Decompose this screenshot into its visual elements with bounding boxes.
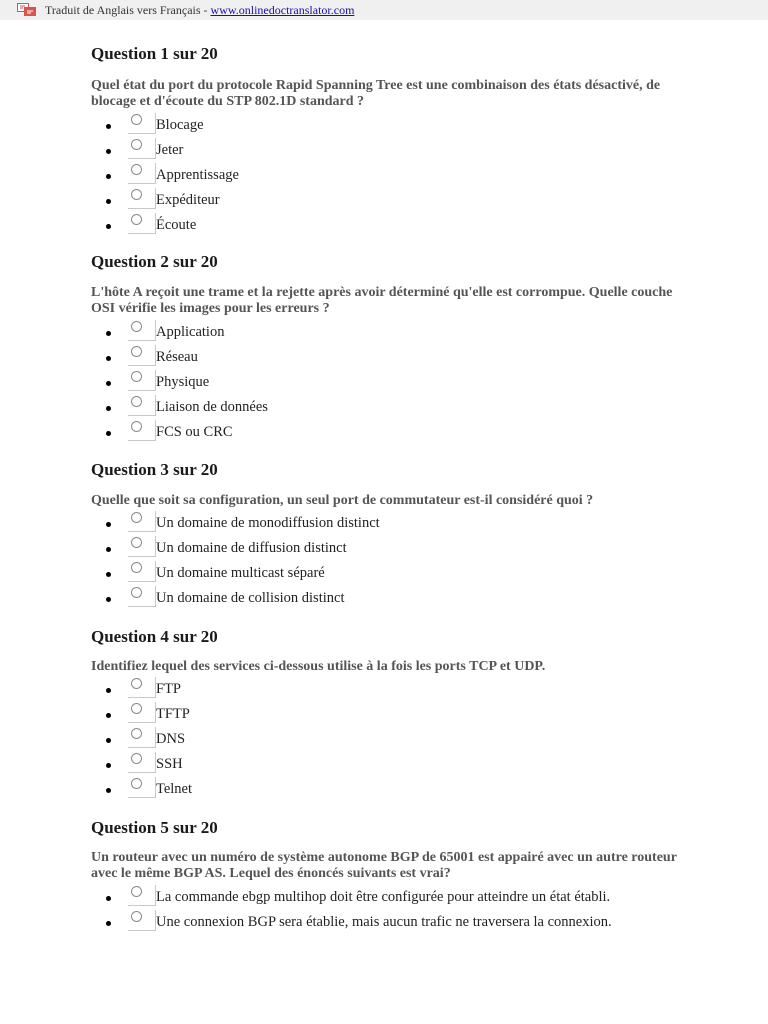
answer-option[interactable] bbox=[0, 188, 768, 213]
question-text: L'hôte A reçoit une trame et la rejette après avoir déterminé qu'elle est corrompue. Quelle couche OSI vérifie les images pour les erreurs ? bbox=[91, 285, 673, 316]
bullet-icon bbox=[106, 597, 111, 602]
bullet-icon bbox=[106, 406, 111, 411]
bullet-icon bbox=[106, 763, 111, 768]
bullet-icon bbox=[106, 174, 111, 179]
bullet-icon bbox=[106, 356, 111, 361]
bullet-icon bbox=[106, 199, 111, 204]
option-label: FCS ou CRC bbox=[156, 424, 233, 440]
bullet-icon bbox=[106, 896, 111, 901]
banner-label: Traduit de Anglais vers Français - bbox=[45, 3, 211, 17]
translator-banner bbox=[0, 0, 768, 20]
bullet-icon bbox=[106, 124, 111, 129]
bullet-icon bbox=[106, 547, 111, 552]
bullet-icon bbox=[106, 149, 111, 154]
option-label: Jeter bbox=[156, 142, 184, 158]
answer-option[interactable] bbox=[0, 536, 768, 561]
question-title: Question 5 sur 20 bbox=[91, 818, 218, 837]
radio-button[interactable] bbox=[131, 346, 142, 357]
radio-button[interactable] bbox=[131, 562, 142, 573]
bullet-icon bbox=[106, 381, 111, 386]
answer-option[interactable] bbox=[0, 213, 768, 238]
option-label: Blocage bbox=[156, 117, 204, 133]
question-title: Question 1 sur 20 bbox=[91, 44, 218, 63]
radio-button[interactable] bbox=[131, 321, 142, 332]
bullet-icon bbox=[106, 921, 111, 926]
answer-option[interactable] bbox=[0, 138, 768, 163]
translator-link[interactable]: www.onlinedoctranslator.com bbox=[210, 3, 355, 17]
radio-button[interactable] bbox=[131, 371, 142, 382]
answer-option[interactable] bbox=[0, 345, 768, 370]
radio-button[interactable] bbox=[131, 214, 142, 225]
option-label: Un domaine de diffusion distinct bbox=[156, 540, 347, 556]
answer-option[interactable] bbox=[0, 727, 768, 752]
answer-option[interactable] bbox=[0, 163, 768, 188]
radio-button[interactable] bbox=[131, 678, 142, 689]
radio-button[interactable] bbox=[131, 421, 142, 432]
question-text: Quel état du port du protocole Rapid Spanning Tree est une combinaison des états désactivé, de blocage et d'écoute du STP 802.1D standard ? bbox=[91, 78, 661, 109]
option-label: SSH bbox=[156, 756, 183, 772]
question-text: Un routeur avec un numéro de système autonome BGP de 65001 est appairé avec un autre routeur avec le même BGP AS. Lequel des énoncés suivants est vrai? bbox=[91, 850, 677, 881]
radio-button[interactable] bbox=[131, 512, 142, 523]
radio-button[interactable] bbox=[131, 587, 142, 598]
translator-logo-icon bbox=[17, 3, 36, 16]
bullet-icon bbox=[106, 713, 111, 718]
answer-option[interactable] bbox=[0, 677, 768, 702]
radio-button[interactable] bbox=[131, 396, 142, 407]
option-label: Une connexion BGP sera établie, mais aucun trafic ne traversera la connexion. bbox=[156, 914, 612, 930]
radio-button[interactable] bbox=[131, 728, 142, 739]
bullet-icon bbox=[106, 738, 111, 743]
radio-button[interactable] bbox=[131, 114, 142, 125]
radio-button[interactable] bbox=[131, 164, 142, 175]
option-label: DNS bbox=[156, 731, 186, 747]
option-label: Un domaine multicast séparé bbox=[156, 565, 325, 581]
question-text: Identifiez lequel des services ci-dessous utilise à la fois les ports TCP et UDP. bbox=[91, 659, 546, 674]
option-label: TFTP bbox=[156, 706, 190, 722]
option-label: Un domaine de collision distinct bbox=[156, 590, 345, 606]
option-label: La commande ebgp multihop doit être configurée pour atteindre un état établi. bbox=[156, 889, 611, 905]
bullet-icon bbox=[106, 331, 111, 336]
answer-option[interactable] bbox=[0, 777, 768, 802]
bullet-icon bbox=[106, 431, 111, 436]
question-title: Question 2 sur 20 bbox=[91, 252, 218, 271]
option-label: FTP bbox=[156, 681, 181, 697]
question-text: Quelle que soit sa configuration, un seul port de commutateur est-il considéré quoi ? bbox=[91, 493, 594, 508]
option-label: Telnet bbox=[156, 781, 193, 797]
question-title: Question 3 sur 20 bbox=[91, 460, 218, 479]
answer-option[interactable] bbox=[0, 395, 768, 420]
bullet-icon bbox=[106, 572, 111, 577]
answer-option[interactable] bbox=[0, 752, 768, 777]
radio-button[interactable] bbox=[131, 778, 142, 789]
answer-option[interactable] bbox=[0, 113, 768, 138]
radio-button[interactable] bbox=[131, 139, 142, 150]
question-title: Question 4 sur 20 bbox=[91, 627, 218, 646]
option-label: Un domaine de monodiffusion distinct bbox=[156, 515, 380, 531]
option-label: Réseau bbox=[156, 349, 198, 365]
radio-button[interactable] bbox=[131, 537, 142, 548]
answer-option[interactable] bbox=[0, 561, 768, 586]
option-label: Écoute bbox=[156, 217, 197, 233]
answer-option[interactable] bbox=[0, 910, 768, 935]
answer-option[interactable] bbox=[0, 511, 768, 536]
radio-button[interactable] bbox=[131, 886, 142, 897]
option-label: Liaison de données bbox=[156, 399, 268, 415]
radio-button[interactable] bbox=[131, 753, 142, 764]
radio-button[interactable] bbox=[131, 703, 142, 714]
answer-option[interactable] bbox=[0, 370, 768, 395]
bullet-icon bbox=[106, 522, 111, 527]
option-label: Physique bbox=[156, 374, 210, 390]
answer-option[interactable] bbox=[0, 702, 768, 727]
bullet-icon bbox=[106, 224, 111, 229]
answer-option[interactable] bbox=[0, 320, 768, 345]
answer-option[interactable] bbox=[0, 586, 768, 611]
bullet-icon bbox=[106, 688, 111, 693]
bullet-icon bbox=[106, 788, 111, 793]
banner-text bbox=[45, 0, 354, 20]
answer-option[interactable] bbox=[0, 420, 768, 445]
radio-button[interactable] bbox=[131, 911, 142, 922]
option-label: Apprentissage bbox=[156, 167, 239, 183]
radio-button[interactable] bbox=[131, 189, 142, 200]
option-label: Application bbox=[156, 324, 225, 340]
answer-option[interactable] bbox=[0, 885, 768, 910]
option-label: Expéditeur bbox=[156, 192, 220, 208]
